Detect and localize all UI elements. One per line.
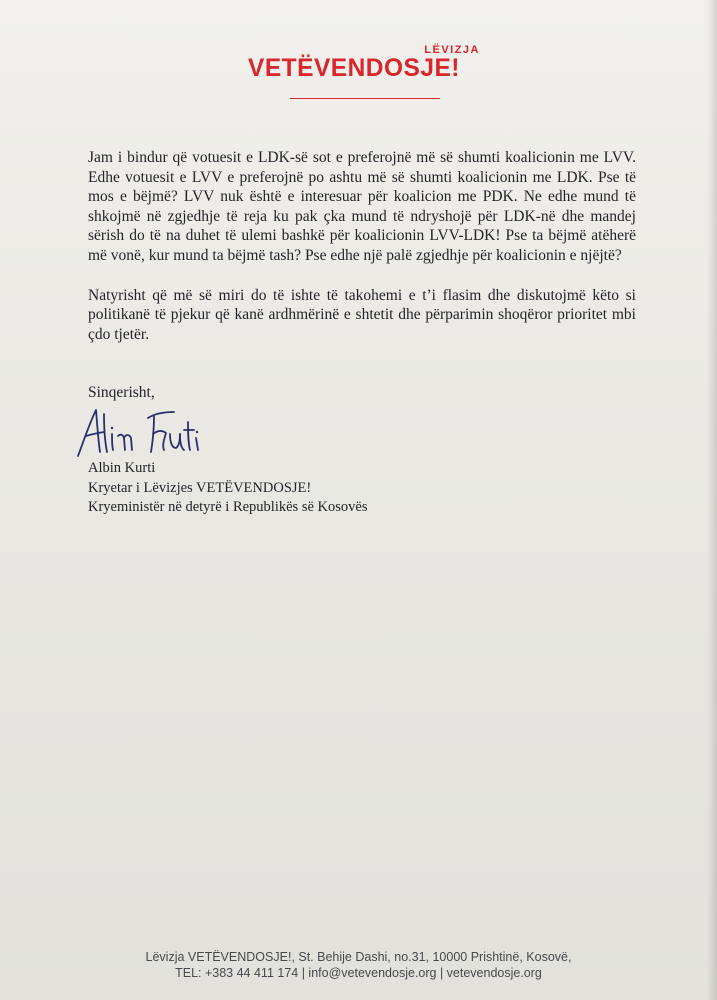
header-divider bbox=[290, 98, 440, 99]
closing-salutation: Sinqerisht, bbox=[88, 384, 155, 401]
logo-subtitle: LËVIZJA bbox=[424, 44, 480, 56]
logo-title: VETËVENDOSJE! bbox=[248, 54, 460, 82]
signer-name: Albin Kurti bbox=[88, 460, 156, 476]
footer-address: Lëvizja VETËVENDOSJE!, St. Behije Dashi, no.31, 10000 Prishtinë, Kosovë, bbox=[145, 950, 572, 964]
paragraph-2: Natyrisht që më së miri do të ishte të takohemi e t’i flasim dhe diskutojmë këto si politikanë të pjekur që kanë ardhmërinë e shtetit dhe përparimin shoqëror prioritet mbi çdo tjetër. bbox=[88, 286, 636, 343]
letterhead-footer bbox=[0, 949, 717, 981]
signer-block bbox=[88, 459, 367, 518]
footer-contact: TEL: +383 44 411 174 | info@vetevendosje.org | vetevendosje.org bbox=[175, 966, 542, 980]
handwritten-signature bbox=[74, 400, 214, 462]
letter-body bbox=[88, 148, 636, 344]
paragraph-1: Jam i bindur që votuesit e LDK-së sot e preferojnë më së shumti koalicionin me LVV. Edhe votuesit e LVV e preferojnë po ashtu më së shumti koalicionin me LDK. Pse të mos e bëjmë? LVV nuk është e interesuar për koalicion me PDK. Ne edhe mund të shkojmë në zgjedhje të reja ku pak çka mund të ndryshojë për LDK-në dhe mandej sërish do të na duhet të ulemi bashkë për koalicionin LVV-LDK! Pse ta bëjmë atëherë më vonë, kur mund ta bëjmë tash? Pse edhe një palë zgjedhje për koalicionin e njëjtë? bbox=[88, 149, 636, 264]
vetevendosje-logo bbox=[240, 44, 480, 94]
signer-title-office: Kryeministër në detyrë i Republikës së Kosovës bbox=[88, 499, 368, 515]
signer-title-party: Kryetar i Lëvizjes VETËVENDOSJE! bbox=[88, 479, 312, 496]
